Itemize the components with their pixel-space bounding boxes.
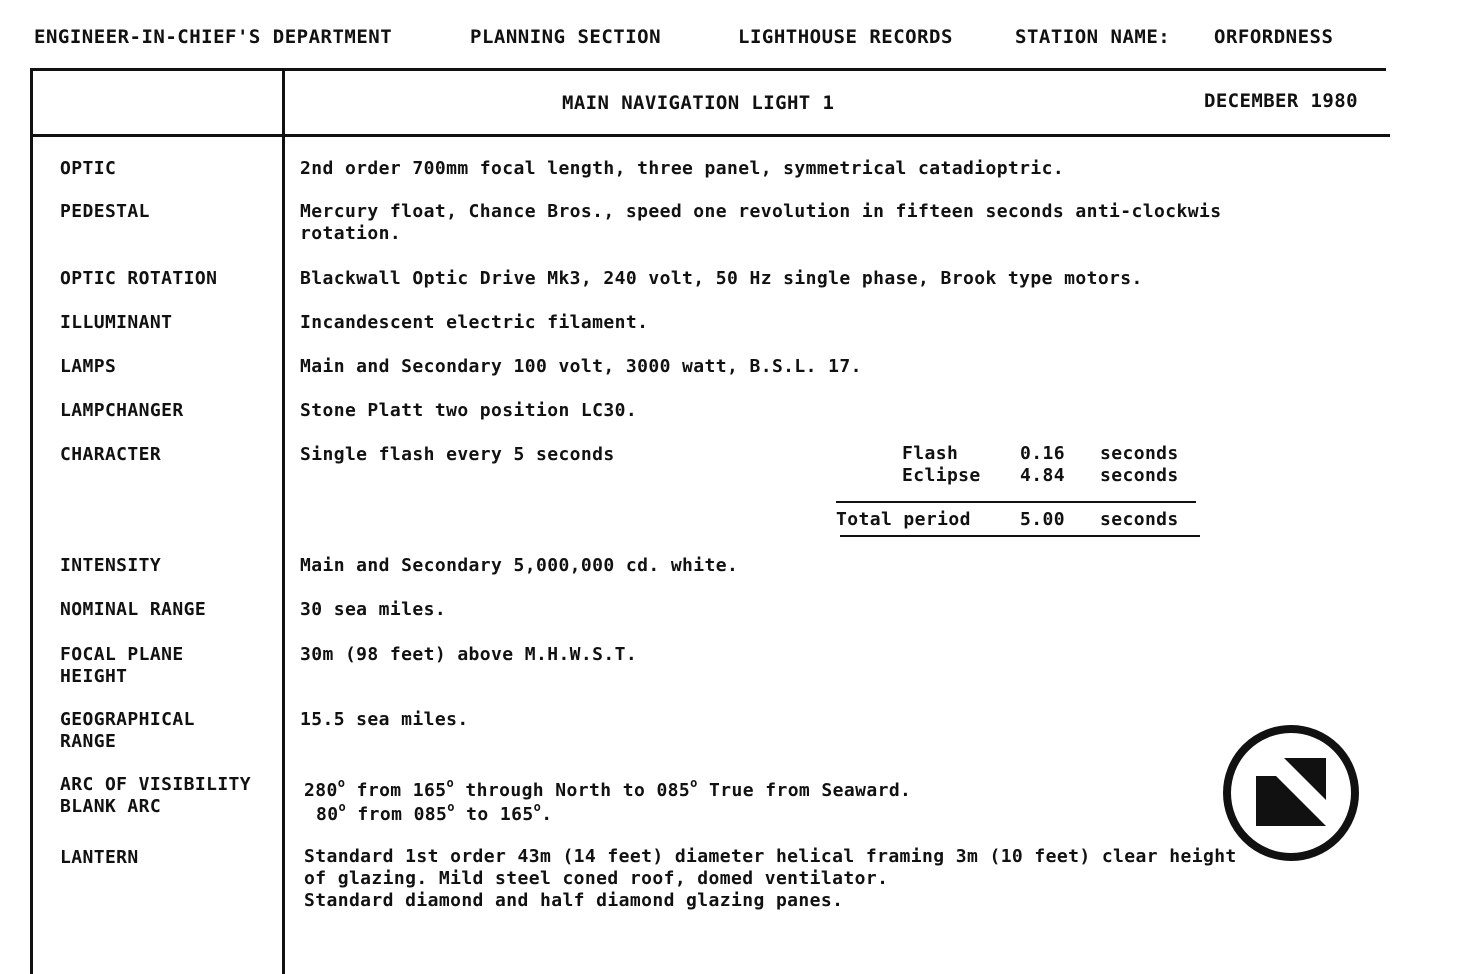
intensity-label: INTENSITY [60,555,162,576]
blank-arc-from-word: from [357,804,403,825]
lantern-value-line1: Standard 1st order 43m (14 feet) diameter helical framing 3m (10 feet) clear height [304,846,1237,867]
focal-plane-label-line2: HEIGHT [60,666,128,687]
blank-arc-to-word: to [466,804,489,825]
lantern-label: LANTERN [60,847,139,868]
pedestal-value-line1: Mercury float, Chance Bros., speed one revolution in fifteen seconds anti-clockwis [300,201,1222,222]
lamps-label: LAMPS [60,356,117,377]
nominal-range-value: 30 sea miles. [300,599,447,620]
records-title: LIGHTHOUSE RECORDS [738,26,953,48]
degree-icon: o [690,776,698,790]
table-column-divider [282,68,285,974]
geographical-range-label-line1: GEOGRAPHICAL [60,709,195,730]
character-label: CHARACTER [60,444,162,465]
arc-visibility-degrees: 280 [304,780,338,801]
table-top-rule [30,68,1386,71]
geographical-range-value: 15.5 sea miles. [300,709,469,730]
total-period-value: 5.00 [1020,509,1065,530]
lantern-value-line2: of glazing. Mild steel coned roof, domed ventilator. [304,868,889,889]
degree-icon: o [447,800,455,814]
arc-visibility-from: 165 [412,780,447,801]
eclipse-unit: seconds [1100,465,1179,486]
pedestal-label: PEDESTAL [60,201,150,222]
total-upper-rule [836,501,1196,503]
lampchanger-value: Stone Platt two position LC30. [300,400,638,421]
arc-visibility-to: 085 [656,780,691,801]
blank-arc-suffix: . [541,804,553,825]
eclipse-value: 4.84 [1020,465,1065,486]
blank-arc-value [316,798,552,826]
pedestal-value-line2: rotation. [300,223,402,244]
total-period-label: Total period [836,509,971,530]
blank-arc-label: BLANK ARC [60,796,162,817]
illuminant-label: ILLUMINANT [60,312,173,333]
blank-arc-degrees: 80 [316,804,339,825]
total-period-unit: seconds [1100,509,1179,530]
focal-plane-label-line1: FOCAL PLANE [60,644,184,665]
station-label: STATION NAME: [1015,26,1171,48]
arc-visibility-from-word: from [356,780,402,801]
optic-label: OPTIC [60,158,117,179]
optic-rotation-value: Blackwall Optic Drive Mk3, 240 volt, 50 Hz single phase, Brook type motors. [300,268,1143,289]
watermark-logo-icon [1222,724,1360,862]
table-left-rule [30,68,33,974]
lantern-value-line3: Standard diamond and half diamond glazing panes. [304,890,844,911]
eclipse-label: Eclipse [902,465,981,486]
total-lower-rule [840,535,1200,537]
record-date: DECEMBER 1980 [1204,90,1358,112]
arc-visibility-suffix: True from Seaward. [709,780,912,801]
blank-arc-from: 085 [413,804,448,825]
station-name: ORFORDNESS [1214,26,1334,48]
flash-unit: seconds [1100,443,1179,464]
arc-visibility-through: through North to [465,780,646,801]
focal-plane-value: 30m (98 feet) above M.H.W.S.T. [300,644,638,665]
flash-value: 0.16 [1020,443,1065,464]
flash-label: Flash [902,443,959,464]
degree-icon: o [446,776,455,790]
intensity-value: Main and Secondary 5,000,000 cd. white. [300,555,739,576]
degree-icon: o [533,800,542,814]
blank-arc-to: 165 [499,804,534,825]
arc-visibility-label: ARC OF VISIBILITY [60,774,252,795]
section-title: PLANNING SECTION [470,26,662,48]
optic-value: 2nd order 700mm focal length, three panel, symmetrical catadioptric. [300,158,1065,179]
table-header-rule [30,134,1390,137]
degree-icon: o [338,800,347,814]
nominal-range-label: NOMINAL RANGE [60,599,207,620]
illuminant-value: Incandescent electric filament. [300,312,649,333]
optic-rotation-label: OPTIC ROTATION [60,268,218,289]
department-title: ENGINEER-IN-CHIEF'S DEPARTMENT [34,26,393,48]
character-value: Single flash every 5 seconds [300,444,615,465]
lampchanger-label: LAMPCHANGER [60,400,184,421]
lamps-value: Main and Secondary 100 volt, 3000 watt, B.S.L. 17. [300,356,862,377]
light-title: MAIN NAVIGATION LIGHT 1 [562,92,835,114]
degree-icon: o [337,776,346,790]
geographical-range-label-line2: RANGE [60,731,117,752]
